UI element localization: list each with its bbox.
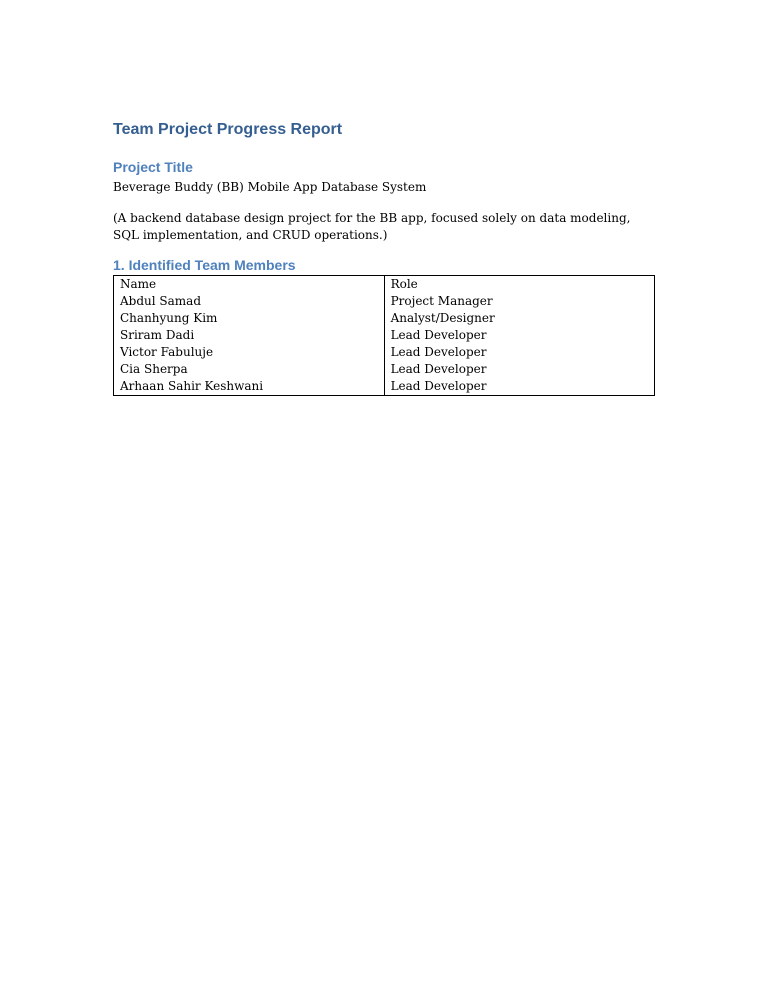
table-row [114, 327, 655, 344]
member-name: Abdul Samad [114, 293, 385, 310]
member-role: Lead Developer [384, 327, 654, 344]
team-members-table [113, 275, 655, 396]
table-row [114, 293, 655, 310]
table-row [114, 344, 655, 361]
table-header-row [114, 276, 655, 294]
document-title: Team Project Progress Report [113, 121, 343, 138]
member-name: Sriram Dadi [114, 327, 385, 344]
member-role: Analyst/Designer [384, 310, 654, 327]
project-title-text: Beverage Buddy (BB) Mobile App Database System [113, 180, 427, 194]
member-name: Cia Sherpa [114, 361, 385, 378]
document-page [113, 116, 655, 396]
table-row [114, 361, 655, 378]
member-role: Lead Developer [384, 378, 654, 396]
member-role: Project Manager [384, 293, 654, 310]
team-members-heading: 1. Identified Team Members [113, 257, 296, 273]
member-name: Arhaan Sahir Keshwani [114, 378, 385, 396]
member-role: Lead Developer [384, 344, 654, 361]
header-role: Role [384, 276, 654, 294]
header-name: Name [114, 276, 385, 294]
project-title-heading: Project Title [113, 159, 193, 175]
table-row [114, 378, 655, 396]
project-description: (A backend database design project for the BB app, focused solely on data modeling, SQL implementation, and CRUD operations.) [113, 211, 631, 242]
table-row [114, 310, 655, 327]
member-name: Chanhyung Kim [114, 310, 385, 327]
member-role: Lead Developer [384, 361, 654, 378]
member-name: Victor Fabuluje [114, 344, 385, 361]
